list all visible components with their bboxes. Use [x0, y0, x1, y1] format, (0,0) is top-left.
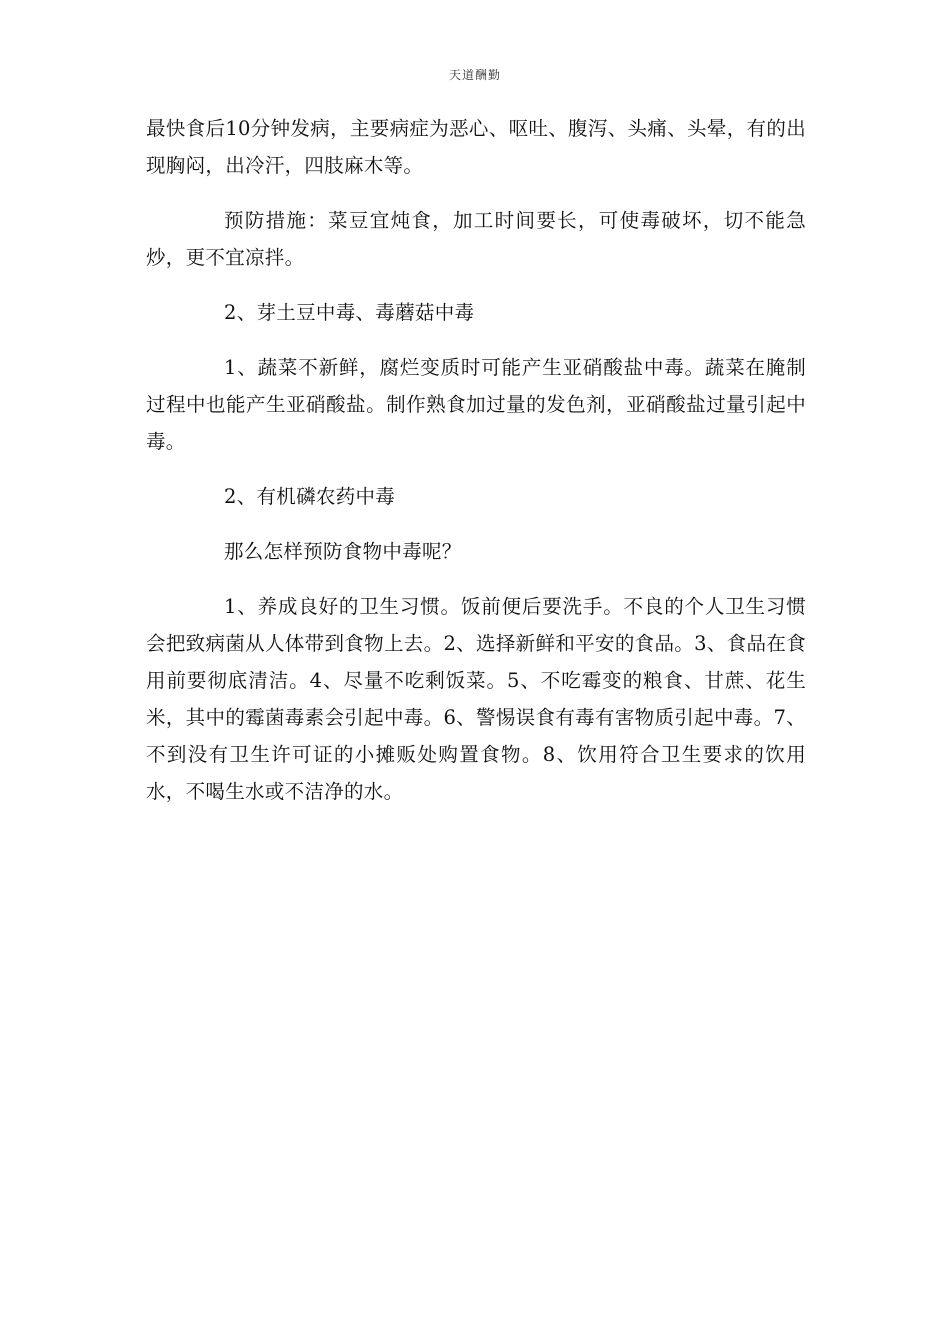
paragraph-heading-pesticide: 2、有机磷农药中毒: [224, 485, 396, 508]
paragraph-heading-potato-mushroom: 2、芽土豆中毒、毒蘑菇中毒: [224, 301, 475, 324]
document-body: [146, 110, 806, 810]
paragraph-prevention-measures: 预防措施：菜豆宜炖食，加工时间要长，可使毒破坏，切不能急炒，更不宜凉拌。: [146, 209, 806, 269]
page-header: 天道酬勤: [448, 68, 501, 82]
paragraph-prevention-question: 那么怎样预防食物中毒呢？: [224, 540, 462, 563]
paragraph-prevention-list: 1、养成良好的卫生习惯。饭前便后要洗手。不良的个人卫生习惯会把致病菌从人体带到食物上去。2、选择新鲜和平安的食品。3、食品在食用前要彻底清洁。4、尽量不吃剩饭菜。5、不吃霉变的粮食、甘蔗、花生米，其中的霉菌毒素会引起中毒。6、警惕误食有毒有害物质引起中毒。7、不到没有卫生许可证的小摊贩处购置食物。8、饮用符合卫生要求的饮用水，不喝生水或不洁净的水。: [146, 595, 806, 803]
paragraph-symptoms: 最快食后10分钟发病，主要病症为恶心、呕吐、腹泻、头痛、头晕，有的出现胸闷，出冷汗，四肢麻木等。: [146, 117, 806, 177]
paragraph-nitrite-poisoning: 1、蔬菜不新鲜，腐烂变质时可能产生亚硝酸盐中毒。蔬菜在腌制过程中也能产生亚硝酸盐。制作熟食加过量的发色剂，亚硝酸盐过量引起中毒。: [146, 356, 806, 453]
